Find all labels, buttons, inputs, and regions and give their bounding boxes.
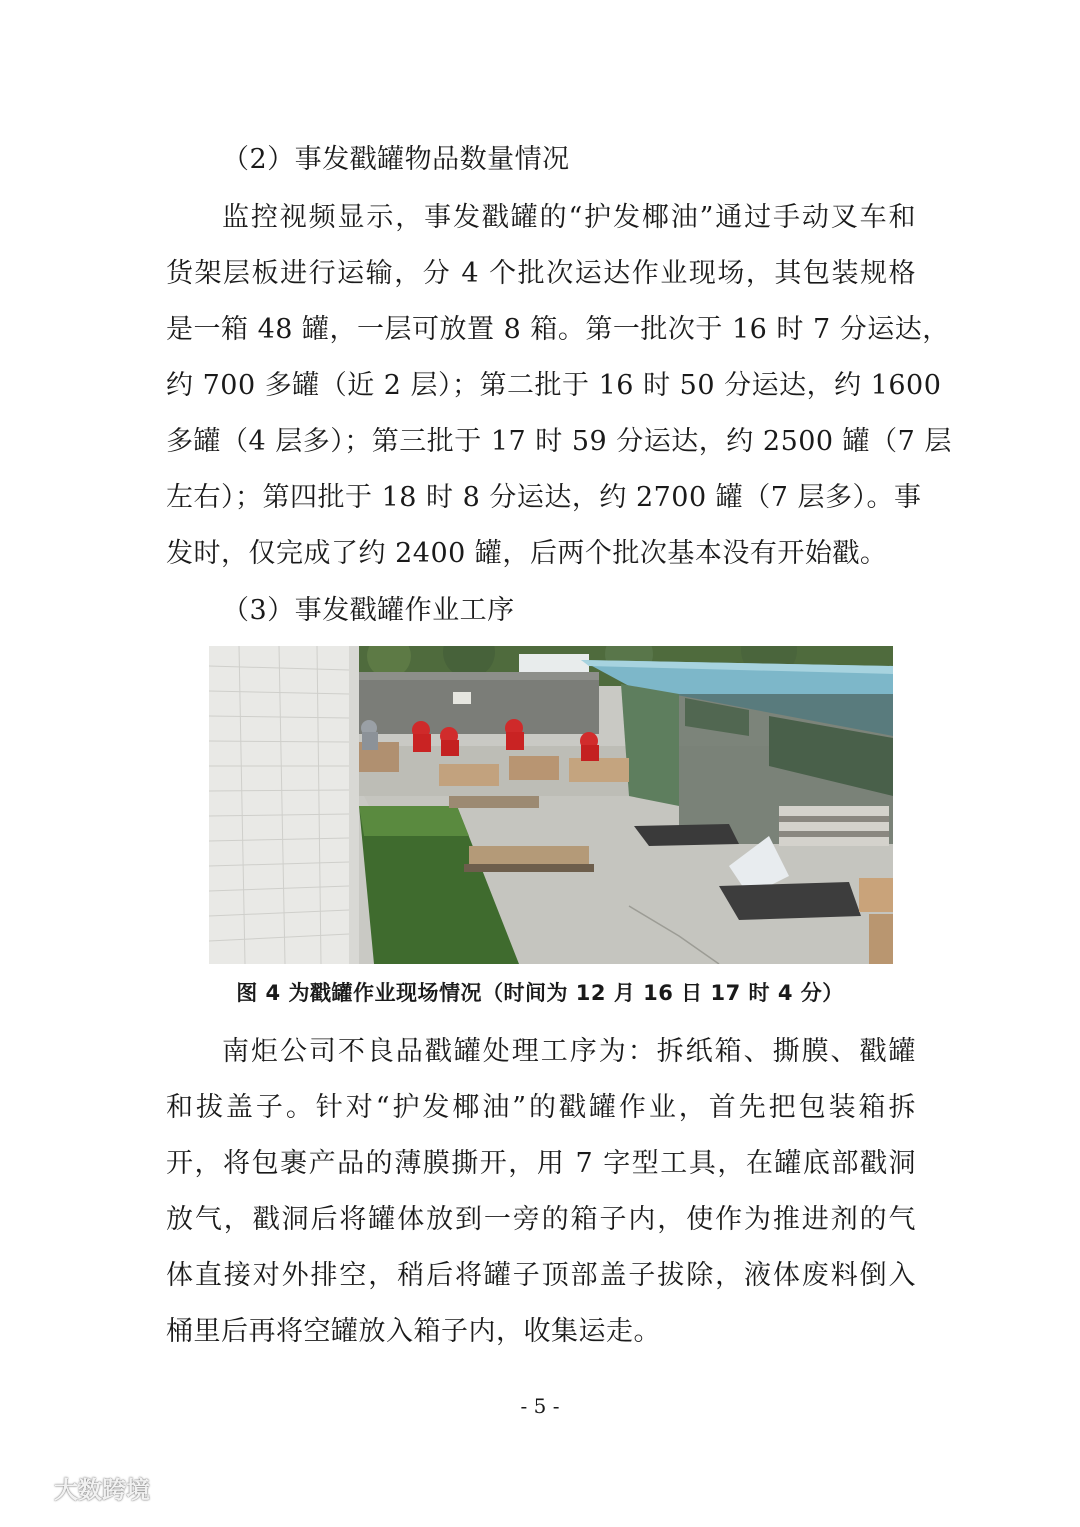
- paragraph-1-line-1: 监控视频显示，事发戳罐的“护发椰油”通过手动叉车和: [222, 202, 916, 233]
- paragraph-2-line-3: 开，将包裹产品的薄膜撕开，用 7 字型工具，在罐底部戳洞: [166, 1148, 916, 1179]
- paragraph-1-line-6: 左右）；第四批于 18 时 8 分运达，约 2700 罐（7 层多）。事: [166, 482, 922, 513]
- section-heading-3: （3）事发戳罐作业工序: [222, 595, 515, 626]
- section-heading-2: （2）事发戳罐物品数量情况: [222, 144, 570, 175]
- paragraph-2-line-4: 放气，戳洞后将罐体放到一旁的箱子内，使作为推进剂的气: [166, 1204, 916, 1235]
- paragraph-1-line-2: 货架层板进行运输，分 4 个批次运达作业现场，其包装规格: [166, 258, 916, 289]
- paragraph-1-line-7: 发时，仅完成了约 2400 罐，后两个批次基本没有开始戳。: [166, 538, 888, 569]
- paragraph-1-line-5: 多罐（4 层多）；第三批于 17 时 59 分运达，约 2500 罐（7 层: [166, 426, 952, 457]
- paragraph-2-line-5: 体直接对外排空，稍后将罐子顶部盖子拔除，液体废料倒入: [166, 1260, 916, 1291]
- watermark: [14, 1470, 150, 1505]
- paragraph-2-line-2: 和拔盖子。针对“护发椰油”的戳罐作业，首先把包装箱拆: [166, 1092, 916, 1123]
- paragraph-1-line-3: 是一箱 48 罐，一层可放置 8 箱。第一批次于 16 时 7 分运达，: [166, 314, 950, 345]
- paragraph-1-line-4: 约 700 多罐（近 2 层）；第二批于 16 时 50 分运达，约 1600: [166, 370, 942, 401]
- paragraph-2-line-1: 南炬公司不良品戳罐处理工序为：拆纸箱、撕膜、戳罐: [222, 1036, 916, 1067]
- figure-caption: 图 4 为戳罐作业现场情况（时间为 12 月 16 日 17 时 4 分）: [236, 981, 844, 1005]
- paragraph-2-line-6: 桶里后再将空罐放入箱子内，收集运走。: [166, 1316, 661, 1347]
- page-number: - 5 -: [520, 1394, 560, 1418]
- weibo-logo-icon: [14, 1475, 48, 1501]
- watermark-text: 大数跨境: [54, 1476, 150, 1504]
- work-site-photo: [209, 646, 893, 964]
